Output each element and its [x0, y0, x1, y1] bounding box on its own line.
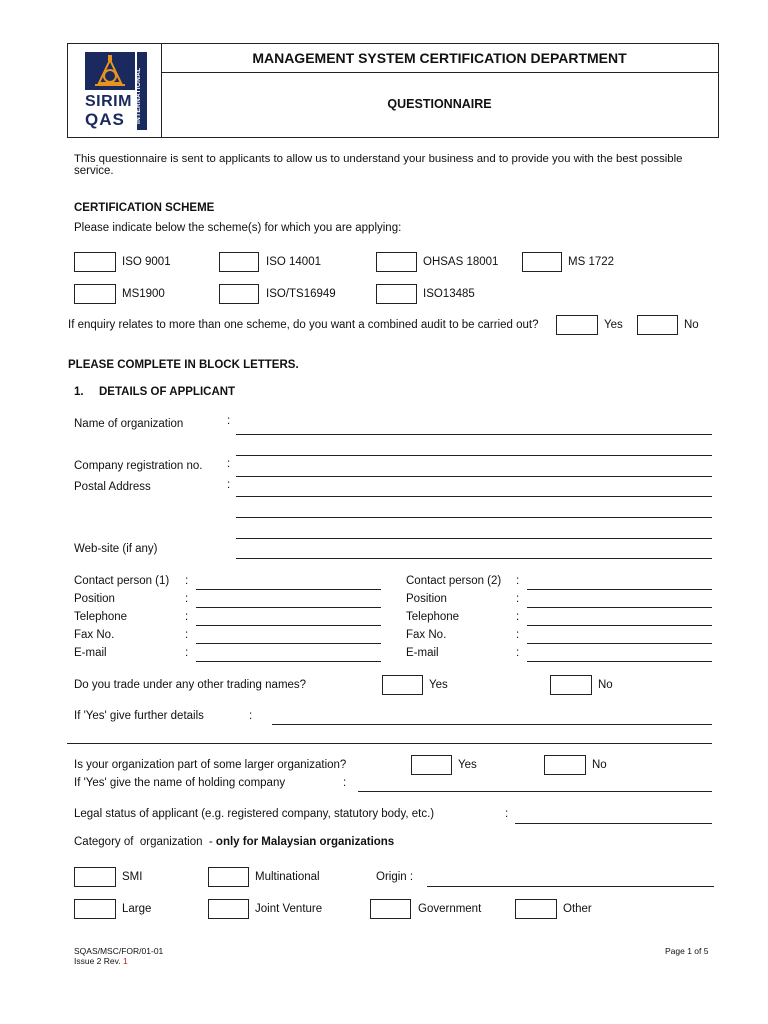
colon: :: [227, 458, 231, 470]
label-ohsas18001: OHSAS 18001: [423, 256, 499, 268]
scheme-heading: CERTIFICATION SCHEME: [74, 202, 215, 214]
colon: :: [516, 593, 520, 605]
label-website: Web-site (if any): [74, 543, 158, 555]
checkbox-government[interactable]: [370, 899, 411, 919]
label-telephone-1: Telephone: [74, 611, 128, 623]
label-postal-address: Postal Address: [74, 481, 151, 493]
field-website[interactable]: [236, 558, 712, 559]
checkbox-joint-venture[interactable]: [208, 899, 249, 919]
colon: :: [249, 710, 253, 722]
footer-issue-prefix: Issue 2 Rev.: [74, 956, 123, 966]
label-government: Government: [418, 903, 482, 915]
label-combined-no: No: [684, 319, 699, 331]
category-label-prefix: Category of organization -: [74, 836, 216, 848]
field-postal-address-line1[interactable]: [236, 496, 712, 497]
colon: :: [505, 808, 509, 820]
label-fax-1: Fax No.: [74, 629, 115, 641]
field-position-2[interactable]: [527, 607, 712, 608]
field-position-1[interactable]: [196, 607, 381, 608]
label-contact-person-2: Contact person (2): [406, 575, 502, 587]
checkbox-ms1722[interactable]: [522, 252, 562, 272]
category-label-emphasis: only for Malaysian organizations: [215, 836, 395, 848]
checkbox-larger-org-no[interactable]: [544, 755, 586, 775]
legal-status-label: Legal status of applicant (e.g. registered company, statutory body, etc.): [74, 808, 435, 820]
field-email-1[interactable]: [196, 661, 381, 662]
footer-issue: [74, 956, 128, 966]
checkbox-ohsas18001[interactable]: [376, 252, 417, 272]
holding-company-label: If 'Yes' give the name of holding company: [74, 777, 286, 789]
label-iso9001: ISO 9001: [122, 256, 171, 268]
field-legal-status[interactable]: [515, 823, 712, 824]
field-origin[interactable]: [427, 886, 714, 887]
label-trading-no: No: [598, 679, 613, 691]
colon: :: [227, 479, 231, 491]
colon: :: [343, 777, 347, 789]
larger-org-question: Is your organization part of some larger organization?: [74, 759, 347, 771]
checkbox-multinational[interactable]: [208, 867, 249, 887]
department-title: MANAGEMENT SYSTEM CERTIFICATION DEPARTMENT: [252, 50, 627, 66]
label-iso-ts16949: ISO/TS16949: [266, 288, 336, 300]
label-larger-org-no: No: [592, 759, 607, 771]
label-trading-yes: Yes: [429, 679, 448, 691]
label-iso13485: ISO13485: [423, 288, 475, 300]
logo-vertical-text: INTERNATIONAL: [135, 67, 142, 124]
combined-audit-question: If enquiry relates to more than one scheme, do you want a combined audit to be carried out?: [68, 319, 539, 331]
colon: :: [516, 575, 520, 587]
label-ms1722: MS 1722: [568, 256, 615, 268]
label-joint-venture: Joint Venture: [255, 903, 323, 915]
field-company-registration[interactable]: [236, 476, 712, 477]
colon: :: [185, 575, 189, 587]
checkbox-combined-yes[interactable]: [556, 315, 598, 335]
colon: :: [185, 629, 189, 641]
section1-title: DETAILS OF APPLICANT: [99, 386, 236, 398]
colon: :: [516, 611, 520, 623]
field-name-of-organization[interactable]: [236, 434, 712, 435]
checkbox-iso14001[interactable]: [219, 252, 259, 272]
scheme-instruction: Please indicate below the scheme(s) for which you are applying:: [74, 222, 402, 234]
label-other: Other: [563, 903, 592, 915]
document-title: QUESTIONNAIRE: [387, 97, 492, 111]
checkbox-smi[interactable]: [74, 867, 116, 887]
checkbox-iso13485[interactable]: [376, 284, 417, 304]
checkbox-combined-no[interactable]: [637, 315, 678, 335]
block-letters-notice: PLEASE COMPLETE IN BLOCK LETTERS.: [68, 359, 299, 371]
checkbox-larger-org-yes[interactable]: [411, 755, 452, 775]
section1-number: 1.: [74, 386, 84, 398]
label-position-1: Position: [74, 593, 115, 605]
checkbox-large[interactable]: [74, 899, 116, 919]
field-postal-address-line2[interactable]: [236, 517, 712, 518]
label-iso14001: ISO 14001: [266, 256, 321, 268]
section-divider: [67, 743, 712, 744]
colon: :: [227, 415, 231, 427]
header-divider-horizontal: [161, 72, 718, 73]
field-telephone-1[interactable]: [196, 625, 381, 626]
footer-issue-rev: 1: [122, 956, 128, 966]
footer-form-code: SQAS/MSC/FOR/01-01: [74, 946, 164, 956]
field-postal-address-line3[interactable]: [236, 538, 712, 539]
field-name-of-organization-line2[interactable]: [236, 455, 712, 456]
field-fax-2[interactable]: [527, 643, 712, 644]
form-header: [67, 43, 719, 138]
label-origin: Origin :: [376, 871, 414, 883]
intro-text-line2: service.: [74, 165, 114, 177]
logo-line2: QAS: [85, 110, 125, 129]
label-multinational: Multinational: [255, 871, 320, 883]
checkbox-other[interactable]: [515, 899, 557, 919]
label-fax-2: Fax No.: [406, 629, 447, 641]
checkbox-iso9001[interactable]: [74, 252, 116, 272]
field-telephone-2[interactable]: [527, 625, 712, 626]
checkbox-iso-ts16949[interactable]: [219, 284, 259, 304]
label-ms1900: MS1900: [122, 288, 165, 300]
category-label: [74, 835, 394, 849]
label-telephone-2: Telephone: [406, 611, 460, 623]
colon: :: [516, 647, 520, 659]
label-email-1: E-mail: [74, 647, 107, 659]
colon: :: [185, 611, 189, 623]
label-smi: SMI: [122, 871, 143, 883]
label-name-of-organization: Name of organization: [74, 418, 184, 430]
colon: :: [185, 593, 189, 605]
field-contact-person-1[interactable]: [196, 589, 381, 590]
checkbox-trading-yes[interactable]: [382, 675, 423, 695]
trading-names-question: Do you trade under any other trading names?: [74, 679, 307, 691]
trading-details-label: If 'Yes' give further details: [74, 710, 204, 722]
field-email-2[interactable]: [527, 661, 712, 662]
label-email-2: E-mail: [406, 647, 439, 659]
label-contact-person-1: Contact person (1): [74, 575, 170, 587]
label-large: Large: [122, 903, 152, 915]
field-fax-1[interactable]: [196, 643, 381, 644]
label-company-registration: Company registration no.: [74, 460, 203, 472]
checkbox-ms1900[interactable]: [74, 284, 116, 304]
logo-line1: SIRIM: [85, 93, 132, 110]
colon: :: [516, 629, 520, 641]
checkbox-trading-no[interactable]: [550, 675, 592, 695]
field-holding-company[interactable]: [358, 791, 712, 792]
field-contact-person-2[interactable]: [527, 589, 712, 590]
label-position-2: Position: [406, 593, 447, 605]
sirim-logo: [85, 52, 147, 130]
footer-page-number: Page 1 of 5: [665, 946, 709, 956]
intro-text-line1: This questionnaire is sent to applicants to allow us to understand your business and to provide you with the best possible: [74, 153, 683, 165]
field-trading-details[interactable]: [272, 724, 712, 725]
label-combined-yes: Yes: [604, 319, 623, 331]
label-larger-org-yes: Yes: [458, 759, 477, 771]
colon: :: [185, 647, 189, 659]
